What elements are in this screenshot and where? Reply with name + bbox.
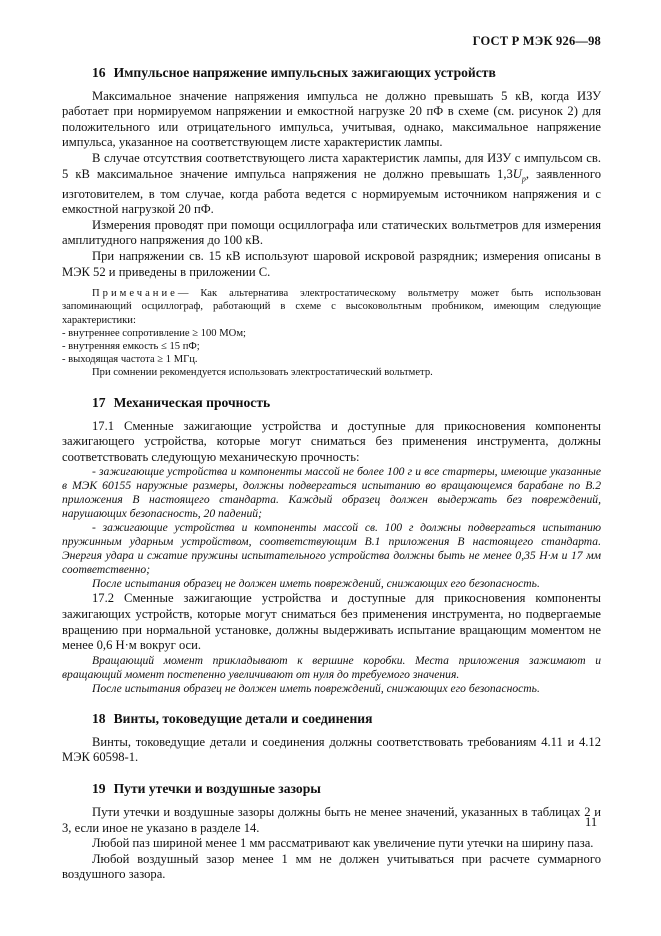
section-number: 18 [92,710,106,726]
paragraph: Пути утечки и воздушные зазоры должны быть не менее значений, указанных в таблицах 2 и 3, если иное не указано в разделе 14. [62,805,601,835]
note-item: - выходящая частота ≥ 1 МГц. [62,354,198,366]
paragraph: 17.2 Сменные зажигающие устройства и доступные для прикосновения компоненты зажигающих устройств, которые могут сниматься без применения инструмента, но подвергаемые вращению при нормальной установке, должны выдерживать испытание вращающим моментом не менее 0,6 Н·м вокруг оси. [62,591,601,653]
note-label: Примечание [92,288,178,300]
section-number: 19 [92,781,106,796]
italic-paragraph: - зажигающие устройства и компоненты массой не более 100 г и все стартеры, имеющие указанные в МЭК 60155 наружные размеры, должны подвергаться испытанию во вращающемся барабане по В.2 приложения В настоящего стандарта. Каждый образец должен выдержать без повреждений, нарушающих безопасность, 20 падений; [62,465,601,521]
voltage-subscript: p [521,174,526,184]
section-number: 16 [92,64,106,80]
section-title: Импульсное напряжение импульсных зажигающих устройств [113,64,496,80]
note-item: - внутреннее сопротивление ≥ 100 МОм; [62,327,246,339]
paragraph: Измерения проводят при помощи осциллографа или статических вольтметров для измерения амплитудного напряжения до 100 кВ. [62,217,601,248]
note-text: — Как альтернатива электростатическому вольтметру может быть использован запоминающий осциллограф, работающий в схеме с высоковольтным пробником, имеющим следующие характеристики: [62,288,601,326]
section-19-heading [92,780,601,797]
section-18-heading [92,710,601,727]
paragraph [62,151,601,218]
section-16-heading [92,64,601,81]
note [62,287,601,327]
section-19 [62,780,601,883]
italic-paragraph: - зажигающие устройства и компоненты массой св. 100 г должны подвергаться испытанию пружинным ударным устройством, соответствующим В.1 приложения В настоящего стандарта. Энергия удара и сжатие пружины испытательного устройства должны быть не менее 0,35 Н·м и 17 мм соответственно; [62,521,601,577]
section-number: 17 [92,394,106,410]
italic-paragraph: После испытания образец не должен иметь повреждений, снижающих его безопасность. [92,681,540,695]
paragraph: При напряжении св. 15 кВ используют шаровой искровой разрядник; измерения описаны в МЭК 52 и приведены в приложении С. [62,249,601,279]
italic-paragraph: После испытания образец не должен иметь повреждений, снижающих его безопасность. [92,577,540,591]
section-18 [62,710,601,766]
note-item: - внутренняя емкость ≤ 15 пФ; [62,341,200,353]
voltage-symbol: U [512,166,522,181]
section-title: Винты, токоведущие детали и соединения [113,710,373,726]
paragraph: 17.1 Сменные зажигающие устройства и доступные для прикосновения компоненты зажигающего устройства, которые могут сниматься без применения инструмента, должны соответствовать следующую механическую прочность: [62,418,601,464]
document-code-header: ГОСТ Р МЭК 926—98 [472,34,601,48]
section-17 [62,394,601,696]
paragraph: Любой воздушный зазор менее 1 мм не должен учитываться при расчете суммарного воздушного зазора. [62,851,601,882]
text-fragment: , заявленного изготовителем, в том случае, когда работа ведется с нормируемым источником напряжения и с емкостной нагрузкой 20 пФ. [62,166,601,217]
note-conclusion: При сомнении рекомендуется использовать электростатический вольтметр. [92,367,433,379]
text-fragment: В случае отсутствия соответствующего листа характеристик лампы, для ИЗУ с импульсом св. 5 кВ максимальное значение импульса напряжения не должно превышать 1,3 [62,150,601,181]
italic-paragraph: Вращающий момент прикладывают к вершине коробки. Места приложения зажимают и вращающий момент постепенно увеличивают от нуля до требуемого значения. [62,653,601,681]
paragraph: Максимальное значение напряжения импульса не должно превышать 5 кВ, когда ИЗУ работает при нормируемом напряжении и емкостной нагрузке 20 пФ в схеме (см. рисунок 2) для положительного или отрицательного импульса, учитывая, однако, максимальное напряжение импульса, указанное на соответствующем листе характеристик лампы. [62,88,601,150]
paragraph: Любой паз шириной менее 1 мм рассматривают как увеличение пути утечки на ширину паза. [92,836,594,851]
section-16 [62,64,601,380]
section-title: Пути утечки и воздушные зазоры [113,781,321,796]
section-17-heading [92,394,601,411]
section-title: Механическая прочность [113,394,271,410]
paragraph: Винты, токоведущие детали и соединения должны соответствовать требованиям 4.11 и 4.12 МЭК 60598-1. [62,734,601,765]
page-number: 11 [585,815,598,829]
